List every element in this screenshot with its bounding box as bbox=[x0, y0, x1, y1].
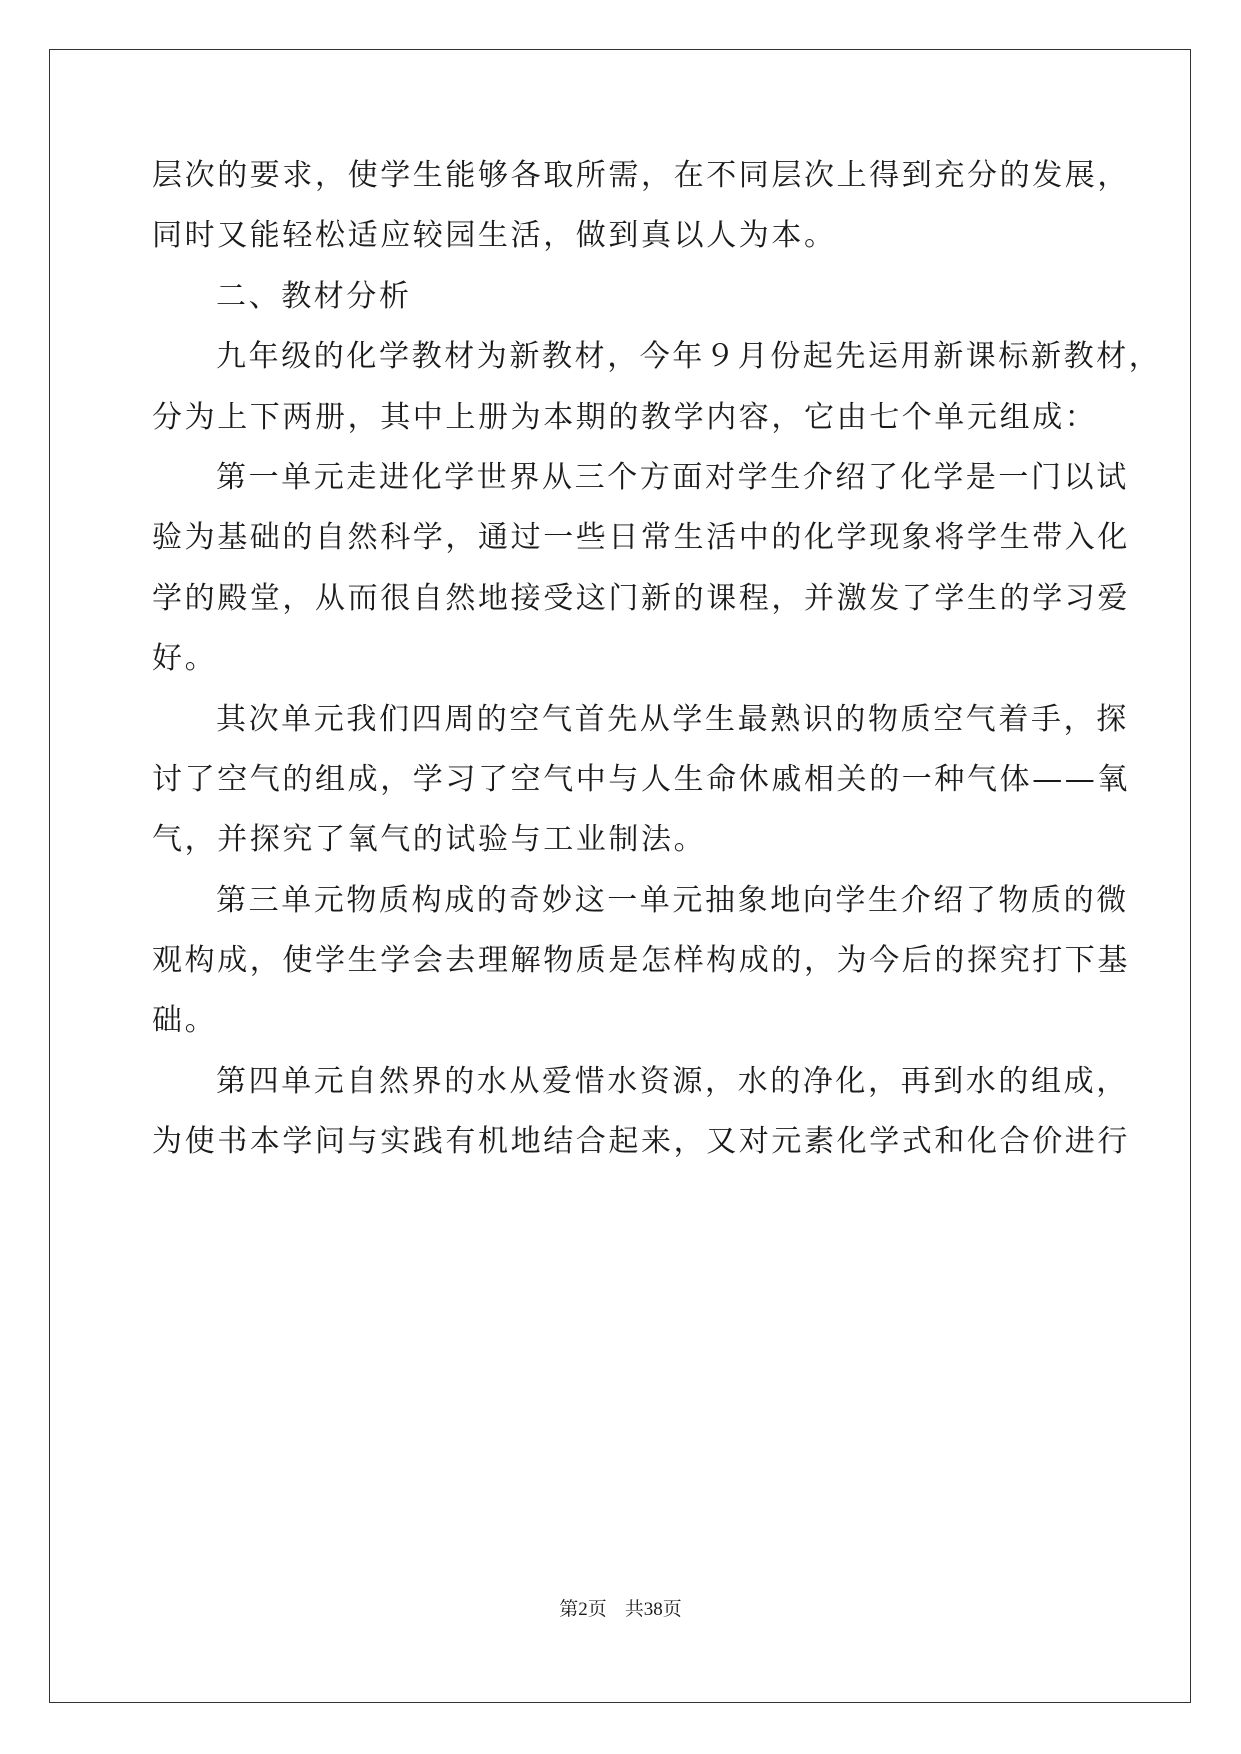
total-suffix: 页 bbox=[662, 1598, 682, 1620]
page-footer bbox=[0, 1594, 1241, 1621]
text-line: 验为基础的自然科学，通过一些日常生活中的化学现象将学生带入化 bbox=[152, 520, 1130, 556]
text-line: 为使书本学问与实践有机地结合起来，又对元素化学式和化合价进行 bbox=[152, 1124, 1130, 1160]
text-line: 九年级的化学教材为新教材，今年９月份起先运用新课标新教材， bbox=[216, 339, 1162, 375]
page-prefix: 第 bbox=[559, 1598, 579, 1620]
text-line: 第三单元物质构成的奇妙这一单元抽象地向学生介绍了物质的微 bbox=[216, 882, 1129, 918]
text-line: 础。 bbox=[152, 1003, 218, 1039]
text-line: 分为上下两册，其中上册为本期的教学内容，它由七个单元组成： bbox=[152, 399, 1098, 435]
total-pages: 38 bbox=[643, 1599, 663, 1620]
text-line: 层次的要求，使学生能够各取所需，在不同层次上得到充分的发展， bbox=[152, 158, 1130, 193]
text-line: 其次单元我们四周的空气首先从学生最熟识的物质空气着手，探 bbox=[216, 701, 1129, 737]
section-heading: 二、教材分析 bbox=[216, 278, 412, 314]
page-number: 2 bbox=[578, 1599, 588, 1620]
page-suffix: 页 bbox=[587, 1598, 607, 1620]
text-line: 气，并探究了氧气的试验与工业制法。 bbox=[152, 822, 707, 858]
document-body bbox=[152, 146, 1162, 1173]
text-line: 第四单元自然界的水从爱惜水资源，水的净化，再到水的组成， bbox=[216, 1063, 1129, 1099]
total-prefix: 共 bbox=[624, 1598, 644, 1620]
text-line: 第一单元走进化学世界从三个方面对学生介绍了化学是一门以试 bbox=[216, 459, 1129, 495]
text-line: 讨了空气的组成，学习了空气中与人生命休戚相关的一种气体——氧 bbox=[152, 761, 1130, 797]
text-line: 好。 bbox=[152, 641, 218, 677]
text-line: 同时又能轻松适应较园生活，做到真以人为本。 bbox=[152, 218, 837, 254]
text-line: 学的殿堂，从而很自然地接受这门新的课程，并激发了学生的学习爱 bbox=[152, 580, 1130, 616]
text-line: 观构成，使学生学会去理解物质是怎样构成的，为今后的探究打下基 bbox=[152, 943, 1130, 979]
